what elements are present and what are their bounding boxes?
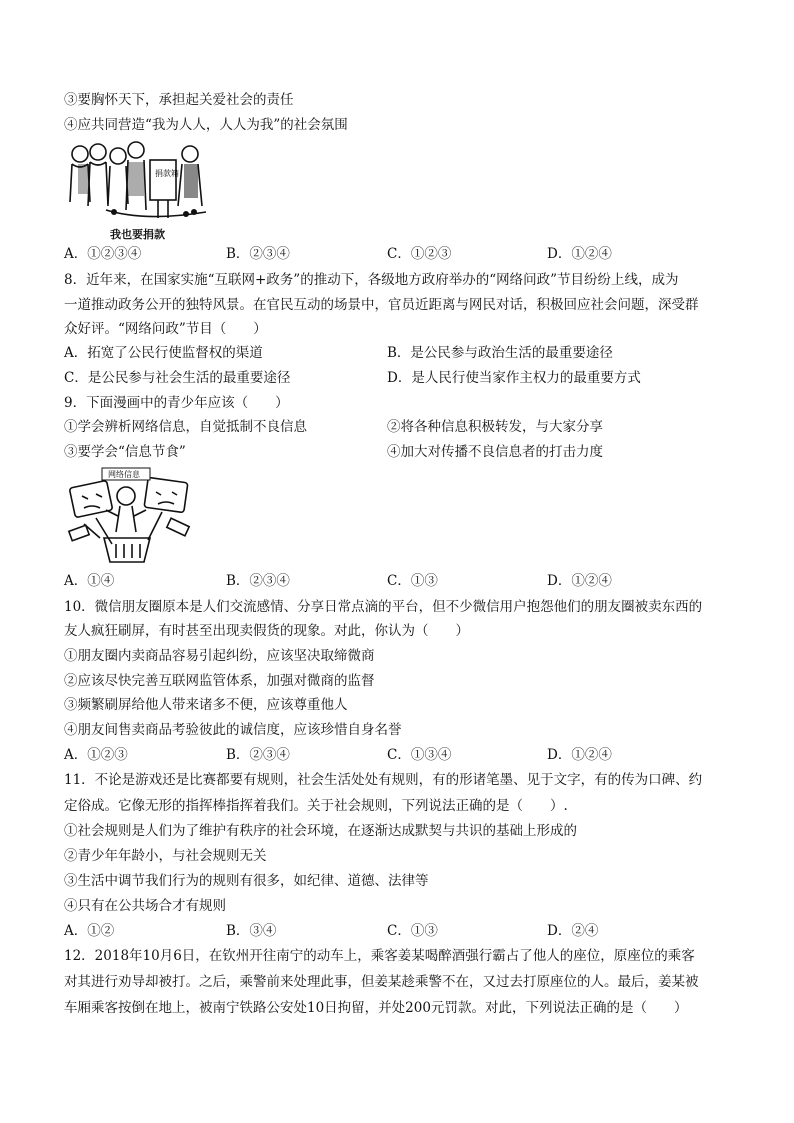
- cartoon-label: 网络信息: [108, 470, 140, 479]
- q8-stem-line-2: 一道推动政务公开的独特风景。在官民互动的场景中，官员近距离与网民对话，积极回应社会问题，深受群: [64, 297, 699, 313]
- q12-stem-line-2: 对其进行劝导却被打。之后，乘警前来处理此事，但姜某趁乘警不在，又过去打原座位的人。最后，姜某被: [64, 974, 699, 990]
- q9-option-b: B．②③④: [226, 573, 290, 589]
- q8-stem-line-1: 8．近年来，在国家实施“互联网+政务”的推动下，各级地方政府举办的“网络问政”节目纷纷上线，成为: [64, 272, 679, 288]
- q10-item-2: ②应该尽快完善互联网监管体系，加强对微商的监督: [64, 673, 375, 689]
- q10-item-3: ③频繁刷屏给他人带来诸多不便，应该尊重他人: [64, 697, 348, 713]
- q11-option-b: B．③④: [226, 923, 277, 939]
- q12-stem-line-1: 12．2018年10月6日，在钦州开往南宁的动车上，乘客姜某喝醉酒强行霸占了他人的座位，原座位的乘客: [64, 948, 695, 964]
- q11-item-1: ①社会规则是人们为了维护有秩序的社会环境，在逐渐达成默契与共识的基础上形成的: [64, 823, 577, 839]
- q9-item-1: ①学会辨析网络信息，自觉抵制不良信息: [64, 419, 307, 435]
- information-cartoon: [66, 466, 194, 566]
- donation-drawing: [66, 140, 216, 226]
- q7-item-4: ④应共同营造“我为人人，人人为我”的社会氛围: [64, 117, 348, 133]
- q10-option-d: D．①②④: [547, 747, 612, 763]
- q9-stem: 9．下面漫画中的青少年应该（ ）: [64, 395, 289, 411]
- donation-illustration: [66, 140, 216, 242]
- q9-option-a: A．①④: [64, 573, 115, 589]
- q7-option-a: A．①②③④: [64, 246, 142, 262]
- q11-stem-line-2: 定俗成。它像无形的指挥棒指挥着我们。关于社会规则，下列说法正确的是（ ）.: [64, 798, 568, 814]
- q7-option-d: D．①②④: [547, 246, 612, 262]
- q8-stem-line-3: 众好评。“网络问政”节目（ ）: [64, 321, 267, 337]
- q12-stem-line-3: 车厢乘客按倒在地上，被南宁铁路公安处10日拘留，并处200元罚款。对此，下列说法正确的是（ ）: [64, 1000, 688, 1016]
- q8-option-b: B．是公民参与政治生活的最重要途径: [387, 345, 613, 361]
- q9-option-d: D．①②④: [547, 573, 612, 589]
- q11-stem-line-1: 11．不论是游戏还是比赛都要有规则，社会生活处处有规则，有的形诸笔墨、见于文字，有的传为口碑、约: [64, 772, 703, 788]
- q11-option-a: A．①②: [64, 923, 115, 939]
- q11-item-3: ③生活中调节我们行为的规则有很多，如纪律、道德、法律等: [64, 873, 429, 889]
- q9-item-2: ②将各种信息积极转发，与大家分享: [387, 419, 603, 435]
- q10-stem-line-2: 友人疯狂刷屏，有时甚至出现卖假货的现象。对此，你认为（ ）: [64, 623, 469, 639]
- q8-option-a: A．拓宽了公民行使监督权的渠道: [64, 345, 263, 361]
- q8-option-d: D．是人民行使当家作主权力的最重要方式: [387, 370, 641, 386]
- q11-option-c: C．①③: [387, 923, 438, 939]
- q9-item-3: ③要学会“信息节食”: [64, 444, 186, 460]
- q7-item-3: ③要胸怀天下，承担起关爱社会的责任: [64, 92, 294, 108]
- q10-option-c: C．①③④: [387, 747, 452, 763]
- q7-option-b: B．②③④: [226, 246, 290, 262]
- q7-option-c: C．①②③: [387, 246, 452, 262]
- q11-item-2: ②青少年年龄小，与社会规则无关: [64, 848, 267, 864]
- donation-box-label: 捐款箱: [155, 169, 179, 178]
- q8-option-c: C．是公民参与社会生活的最重要途径: [64, 370, 291, 386]
- q10-option-b: B．②③④: [226, 747, 290, 763]
- q9-item-4: ④加大对传播不良信息者的打击力度: [387, 444, 603, 460]
- q10-item-4: ④朋友间售卖商品考验彼此的诚信度，应该珍惜自身名誉: [64, 722, 402, 738]
- q10-option-a: A．①②③: [64, 747, 128, 763]
- q9-option-c: C．①③: [387, 573, 438, 589]
- q11-option-d: D．②④: [547, 923, 599, 939]
- illustration-caption: 我也要捐款: [110, 228, 165, 241]
- q10-item-1: ①朋友圈内卖商品容易引起纠纷，应该坚决取缔微商: [64, 648, 375, 664]
- q10-stem-line-1: 10．微信朋友圈原本是人们交流感情、分享日常点滴的平台，但不少微信用户抱怨他们的朋友圈被卖东西的: [64, 599, 703, 615]
- q11-item-4: ④只有在公共场合才有规则: [64, 898, 226, 914]
